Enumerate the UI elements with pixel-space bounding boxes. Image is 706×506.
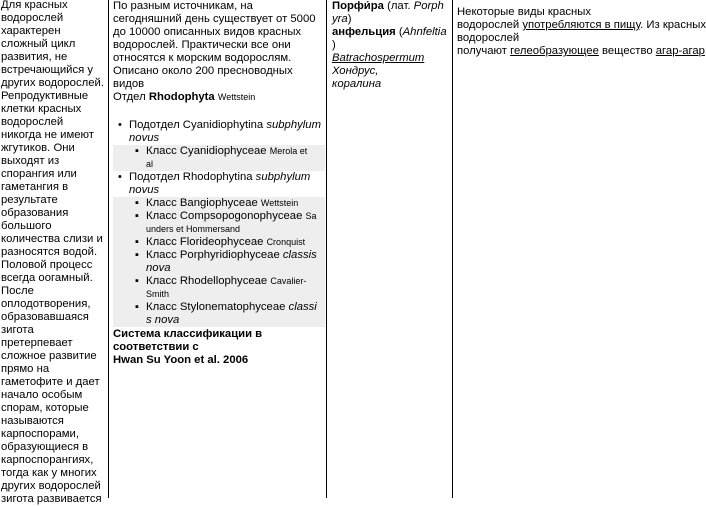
text-line: спорам, которые (1, 402, 89, 414)
square-bullet-icon: ▪ (135, 145, 139, 157)
species-count-text (113, 0, 325, 91)
porphyra-latin-cont: yra (332, 13, 348, 25)
text-line: сложное развитие (1, 350, 97, 362)
division-prefix: Отдел (113, 91, 149, 103)
text-line: называются (1, 415, 64, 427)
square-bullet-icon: ▪ (135, 249, 139, 261)
class-latin-cont: nova (146, 262, 171, 274)
subdivision-cyanidiophytina (113, 119, 325, 145)
class-author: Cavalier- (270, 276, 307, 286)
subdivision-label: Подотдел Cyanidiophytina (129, 119, 267, 131)
ahnfeltia-name: анфельция (332, 26, 396, 38)
ahnfeltia-close: ) (332, 39, 336, 51)
text-line: клетки красных (1, 103, 82, 115)
text-line: относятся к морским водорослям. (113, 52, 292, 64)
text-line: тогда как у многих (1, 467, 97, 479)
class-author-cont: al (146, 159, 154, 169)
class-latin: classis (282, 249, 317, 261)
usage-line-3: водорослей (457, 32, 520, 44)
text-line: жгутиков. Они (1, 142, 75, 154)
text-line: всегда оогамный. (1, 272, 93, 284)
usage-line-1: Некоторые виды красных (457, 6, 592, 18)
text-line: гаметангия в (1, 181, 69, 193)
text-line: видов (113, 78, 145, 90)
class-label: Класс Stylonematophyceae (146, 301, 289, 313)
taxonomy-list (113, 119, 325, 327)
corallina-text: коралина (332, 78, 382, 90)
usage-prefix: водорослей (457, 19, 523, 31)
class-author: Merola et (269, 146, 308, 156)
text-line: водорослей (1, 12, 64, 24)
text-line: до 10000 описанных видов красных (113, 26, 302, 38)
class-latin: classi (288, 301, 317, 313)
text-line: спорангия или (1, 168, 77, 180)
text-line: карпоспорангиях, (1, 454, 94, 466)
text-line: претерпевает (1, 337, 73, 349)
class-author: Cronquist (266, 237, 306, 247)
bullet-icon: • (118, 119, 122, 131)
source-line: Hwan Su Yoon et al. 2006 (113, 354, 249, 366)
text-line: Для красных (1, 0, 68, 11)
text-line: карпоспорами, (1, 428, 79, 440)
text-line: разносятся водой. (1, 246, 98, 258)
text-line: сегодняшний день существует от 5000 (113, 13, 316, 25)
text-line: характерен (1, 25, 61, 37)
text-line: выходят из (1, 155, 60, 167)
porphyra-lat-prefix: (лат. (383, 0, 414, 12)
classification-source (113, 328, 325, 367)
text-line: После (1, 285, 34, 297)
text-line: других водорослей. (1, 77, 104, 89)
text-line: водорослей (1, 116, 64, 128)
class-rhodellophyceae (113, 275, 325, 301)
subdivision-label: Подотдел Rhodophytina (129, 171, 256, 183)
column-divider-1 (108, 0, 109, 498)
square-bullet-icon: ▪ (135, 197, 139, 209)
column-divider-2 (326, 0, 327, 498)
text-line: Репродуктивные (1, 90, 89, 102)
examples-column (332, 0, 452, 498)
text-line: образовавшаяся (1, 311, 89, 323)
usage-column (457, 6, 706, 498)
text-line: образующиеся в (1, 441, 89, 453)
class-stylonematophyceae (113, 301, 325, 327)
division-line (113, 91, 325, 104)
text-line: большого (1, 220, 52, 232)
classification-column (113, 0, 325, 498)
class-label: Класс Compsopogonophyceae (146, 210, 306, 222)
class-label: Класс Bangiophyceae (146, 197, 261, 209)
class-florideophyceae (113, 236, 325, 249)
text-line: Половой процесс (1, 259, 93, 271)
text-line: начало особым (1, 389, 83, 401)
column-divider-3 (452, 0, 453, 498)
agar-link[interactable]: агар-агар (655, 45, 705, 57)
text-line: гаметофите и дает (1, 376, 100, 388)
source-line: Система классификации в (113, 328, 263, 340)
porphyra-name: Порфи́ра (332, 0, 384, 12)
class-label: Класс Florideophyceae (146, 236, 267, 248)
division-author: Wettstein (217, 92, 256, 102)
square-bullet-icon: ▪ (135, 236, 139, 248)
source-line: соответствии с (113, 341, 199, 353)
usage-prefix-2: получают (457, 45, 511, 57)
square-bullet-icon: ▪ (135, 210, 139, 222)
division-name: Rhodophyta (148, 91, 215, 103)
class-author: Wettstein (260, 198, 299, 208)
text-line: никогда не имеют (1, 129, 94, 141)
reproduction-column (1, 0, 107, 505)
square-bullet-icon: ▪ (135, 275, 139, 287)
class-label: Класс Cyanidiophyceae (146, 145, 270, 157)
text-line: водорослей. Практически все они (113, 39, 291, 51)
class-cyanidiophyceae (113, 145, 325, 171)
class-label: Класс Porphyridiophyceae (146, 249, 283, 261)
text-line: оплодотворения, (1, 298, 91, 310)
class-label: Класс Rhodellophyceae (146, 275, 271, 287)
text-line: зигота (1, 324, 34, 336)
subdivision-latin-cont: novus (129, 132, 160, 144)
class-author-cont: Smith (146, 289, 170, 299)
text-line: Описано около 200 пресноводных (113, 65, 293, 77)
subdivision-latin: subphylum (266, 119, 321, 131)
text-line: других водорослей (1, 480, 101, 492)
class-author-cont: unders et Hommersand (146, 224, 241, 234)
subdivision-latin: subphylum (255, 171, 311, 183)
class-author: Sa (305, 211, 317, 221)
class-latin-cont: s nova (146, 314, 180, 326)
class-compsopogonophyceae (113, 210, 325, 236)
gelling-link[interactable]: гелеобразующее (510, 45, 599, 57)
usage-suffix: . Из красных (640, 19, 706, 31)
batrachospermum-link[interactable]: Batrachospermum (332, 52, 425, 64)
text-line: По разным источникам, на (113, 0, 253, 12)
ahnfeltia-latin: Ahnfeltia (402, 26, 447, 38)
square-bullet-icon: ▪ (135, 301, 139, 313)
text-line: сложный цикл (1, 38, 76, 50)
subdivision-latin-cont: novus (129, 184, 160, 196)
class-bangiophyceae (113, 197, 325, 210)
text-line: результате (1, 194, 58, 206)
text-line: образования (1, 207, 69, 219)
usage-mid: вещество (598, 45, 656, 57)
text-line: прямо на (1, 363, 50, 375)
text-line: зигота развивается (1, 493, 102, 505)
ahnfeltia-open: ( (395, 26, 403, 38)
text-line: количества слизи и (1, 233, 103, 245)
food-use-link[interactable]: употребляются в пищу (522, 19, 641, 31)
spacer (113, 104, 325, 119)
class-porphyridiophyceae (113, 249, 325, 275)
text-line: встречающийся у (1, 64, 93, 76)
porphyra-latin: Porph (413, 0, 444, 12)
porphyra-close: ) (347, 13, 352, 25)
chondrus-text: Хондрус, (332, 65, 379, 77)
subdivision-rhodophytina (113, 171, 325, 197)
text-line: развития, не (1, 51, 68, 63)
bullet-icon: • (118, 171, 122, 183)
